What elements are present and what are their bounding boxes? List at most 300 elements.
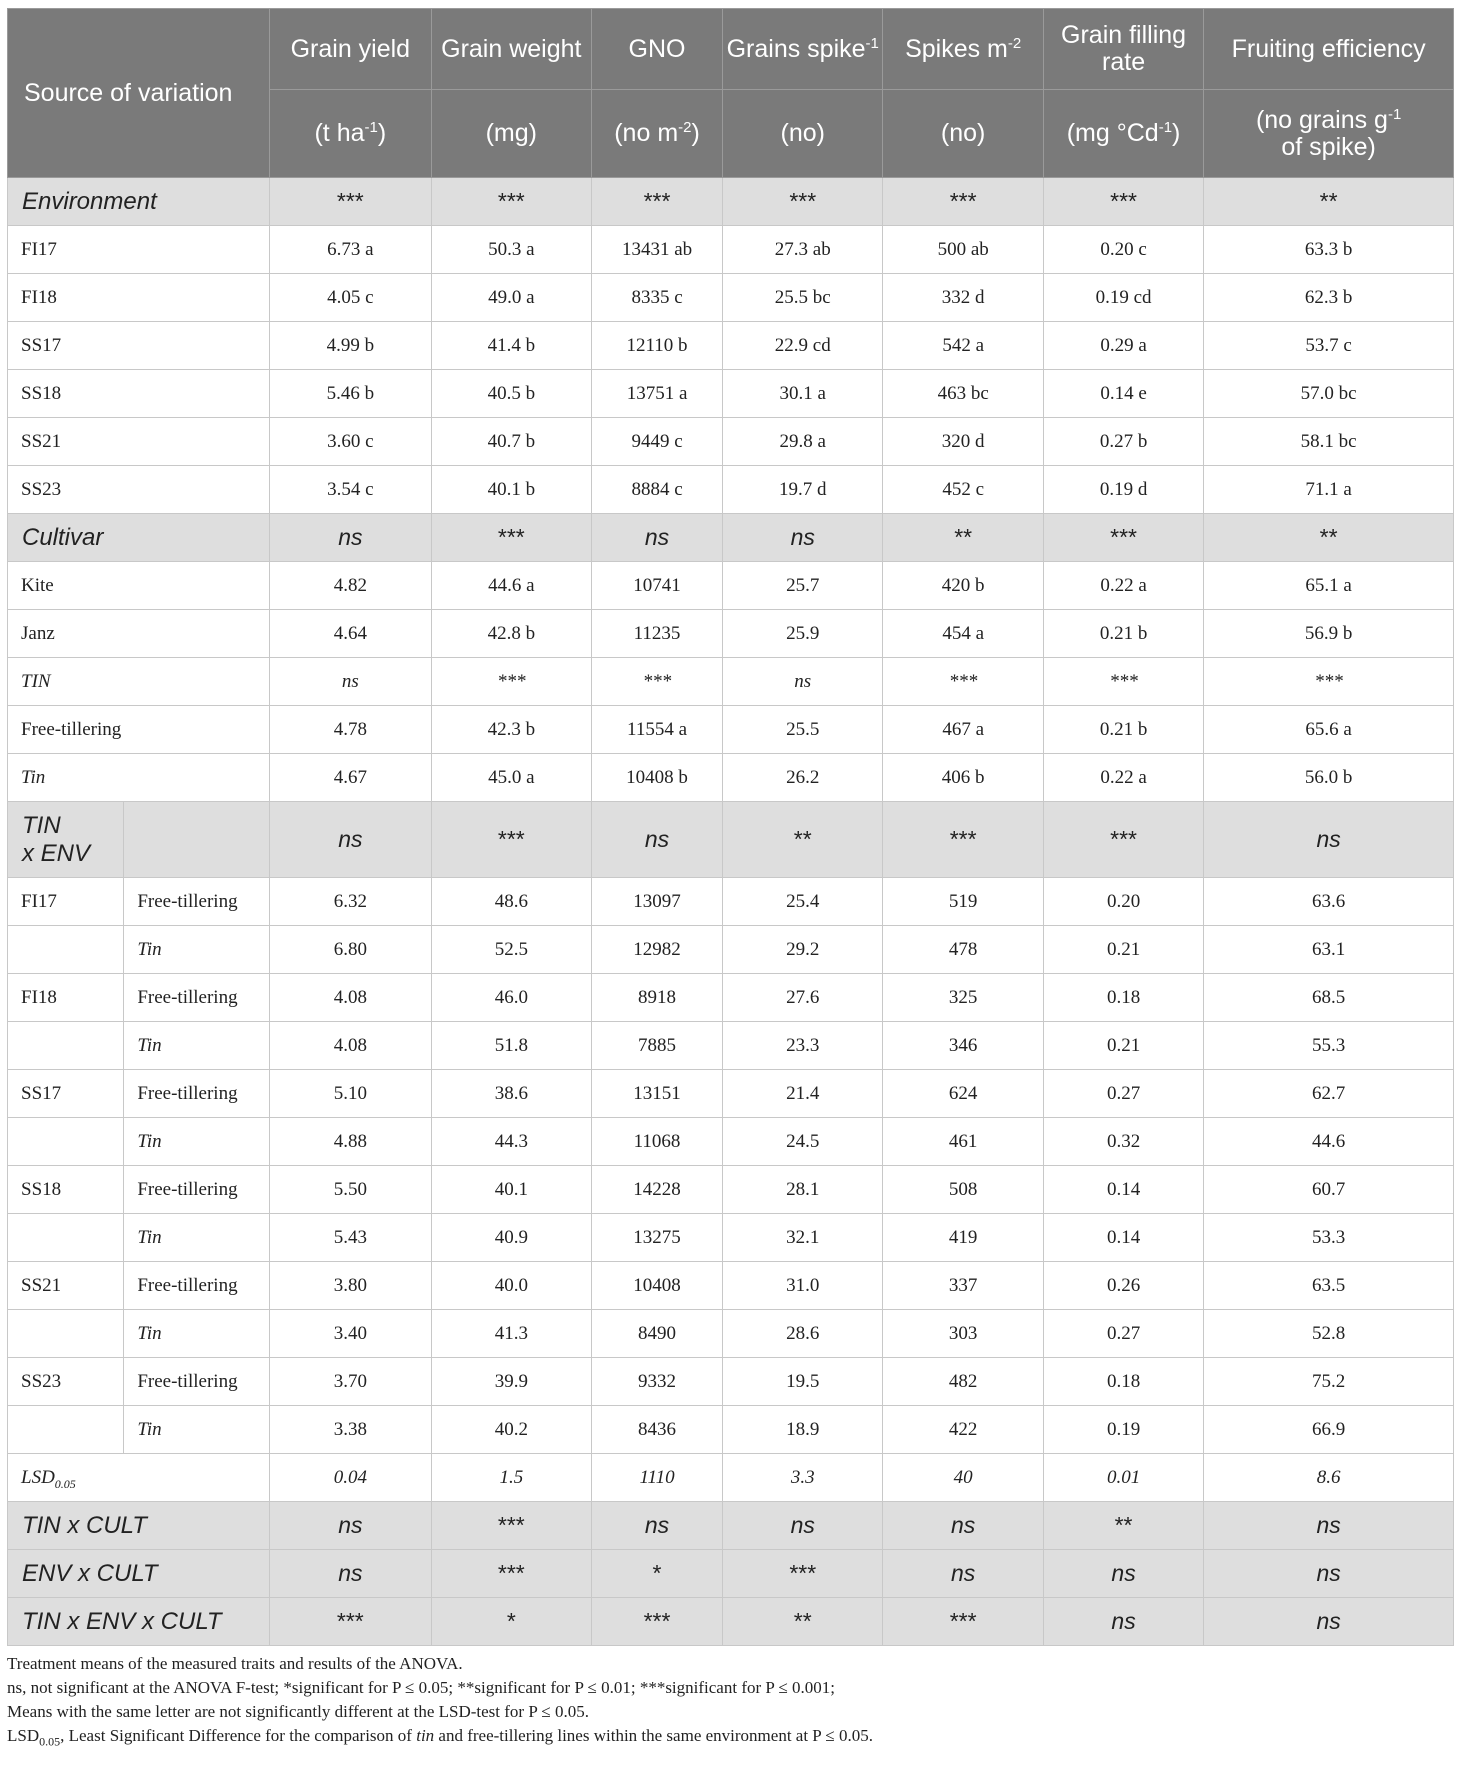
significance-cell: *** — [431, 1502, 591, 1550]
table-row — [8, 1022, 1454, 1070]
value-cell: 13097 — [592, 878, 723, 926]
row-label: TIN — [8, 658, 270, 706]
value-cell: 19.5 — [723, 1358, 883, 1406]
value-cell: 12982 — [592, 926, 723, 974]
value-cell: 11068 — [592, 1118, 723, 1166]
row-label: FI17 — [8, 226, 270, 274]
line-label: Tin — [124, 1310, 270, 1358]
value-cell: 14228 — [592, 1166, 723, 1214]
empty-cell — [8, 926, 124, 974]
section-label: ENV x CULT — [8, 1550, 270, 1598]
value-cell: 52.5 — [431, 926, 591, 974]
value-cell: 6.80 — [270, 926, 432, 974]
section-tin — [8, 658, 1454, 706]
value-cell: 19.7 d — [723, 466, 883, 514]
env-label: SS18 — [8, 1166, 124, 1214]
value-cell: 29.8 a — [723, 418, 883, 466]
value-cell: 21.4 — [723, 1070, 883, 1118]
value-cell: 40.0 — [431, 1262, 591, 1310]
value-cell: 500 ab — [883, 226, 1043, 274]
value-cell: 41.4 b — [431, 322, 591, 370]
value-cell: 5.43 — [270, 1214, 432, 1262]
significance-cell: ns — [1204, 1598, 1454, 1646]
significance-cell: *** — [883, 178, 1043, 226]
row-label: SS21 — [8, 418, 270, 466]
value-cell: 63.5 — [1204, 1262, 1454, 1310]
section-interaction — [8, 1502, 1454, 1550]
significance-cell: *** — [1043, 658, 1203, 706]
row-label: Janz — [8, 610, 270, 658]
value-cell: 0.14 — [1043, 1214, 1203, 1262]
value-cell: 4.78 — [270, 706, 432, 754]
value-cell: 75.2 — [1204, 1358, 1454, 1406]
row-label: Tin — [8, 754, 270, 802]
value-cell: 7885 — [592, 1022, 723, 1070]
value-cell: 63.6 — [1204, 878, 1454, 926]
significance-cell: *** — [1043, 178, 1203, 226]
table-row — [8, 926, 1454, 974]
table-row — [8, 1358, 1454, 1406]
table-footnotes — [7, 1652, 1454, 1748]
table-row — [8, 610, 1454, 658]
empty-cell — [8, 1022, 124, 1070]
significance-cell: ** — [1204, 178, 1454, 226]
value-cell: 31.0 — [723, 1262, 883, 1310]
value-cell: 332 d — [883, 274, 1043, 322]
line-label: Tin — [124, 1406, 270, 1454]
value-cell: 1110 — [592, 1454, 723, 1502]
lsd-row — [8, 1454, 1454, 1502]
significance-cell: *** — [883, 658, 1043, 706]
col-grain-filling-rate: Grain filling rate — [1043, 9, 1203, 90]
row-label: SS23 — [8, 466, 270, 514]
significance-cell: ns — [883, 1550, 1043, 1598]
value-cell: 3.40 — [270, 1310, 432, 1358]
value-cell: 68.5 — [1204, 974, 1454, 1022]
value-cell: 6.32 — [270, 878, 432, 926]
empty-cell — [8, 1310, 124, 1358]
value-cell: 8490 — [592, 1310, 723, 1358]
significance-cell: *** — [1043, 802, 1203, 878]
significance-cell: ns — [270, 802, 432, 878]
value-cell: 65.6 a — [1204, 706, 1454, 754]
table-row — [8, 1406, 1454, 1454]
empty-cell — [8, 1406, 124, 1454]
value-cell: 5.46 b — [270, 370, 432, 418]
value-cell: 0.27 — [1043, 1310, 1203, 1358]
significance-cell: ns — [270, 1550, 432, 1598]
table-row — [8, 322, 1454, 370]
value-cell: 53.7 c — [1204, 322, 1454, 370]
table-row — [8, 1118, 1454, 1166]
value-cell: 0.21 b — [1043, 706, 1203, 754]
value-cell: 325 — [883, 974, 1043, 1022]
significance-cell: *** — [431, 658, 591, 706]
table-row — [8, 418, 1454, 466]
table-row — [8, 974, 1454, 1022]
value-cell: 11554 a — [592, 706, 723, 754]
value-cell: 3.70 — [270, 1358, 432, 1406]
value-cell: 44.6 — [1204, 1118, 1454, 1166]
line-label: Tin — [124, 926, 270, 974]
value-cell: 624 — [883, 1070, 1043, 1118]
empty-cell — [8, 1214, 124, 1262]
unit-fruiting-efficiency: (no grains $g^{-1}$ of spike) — [1204, 90, 1454, 178]
value-cell: 71.1 a — [1204, 466, 1454, 514]
value-cell: 40 — [883, 1454, 1043, 1502]
lsd-label: $LSD_{0.05}$ — [8, 1454, 270, 1502]
table-row — [8, 1070, 1454, 1118]
value-cell: 5.50 — [270, 1166, 432, 1214]
value-cell: 3.38 — [270, 1406, 432, 1454]
env-label: SS23 — [8, 1358, 124, 1406]
value-cell: 0.22 a — [1043, 562, 1203, 610]
significance-cell: ** — [1204, 514, 1454, 562]
table-row — [8, 1166, 1454, 1214]
footnote-1: Treatment means of the measured traits and results of the ANOVA. — [7, 1654, 463, 1673]
value-cell: 10741 — [592, 562, 723, 610]
value-cell: 63.1 — [1204, 926, 1454, 974]
significance-cell: ** — [1043, 1502, 1203, 1550]
value-cell: 57.0 bc — [1204, 370, 1454, 418]
value-cell: 8884 c — [592, 466, 723, 514]
significance-cell: ns — [723, 658, 883, 706]
value-cell: 0.22 a — [1043, 754, 1203, 802]
value-cell: 45.0 a — [431, 754, 591, 802]
value-cell: 542 a — [883, 322, 1043, 370]
table-container — [7, 8, 1454, 1748]
value-cell: 39.9 — [431, 1358, 591, 1406]
significance-cell: *** — [270, 178, 432, 226]
value-cell: 40.7 b — [431, 418, 591, 466]
env-label: SS17 — [8, 1070, 124, 1118]
value-cell: 25.9 — [723, 610, 883, 658]
value-cell: 28.1 — [723, 1166, 883, 1214]
col-grains-spike: Grains spike$^{-1}$ — [723, 9, 883, 90]
significance-cell: ** — [883, 514, 1043, 562]
value-cell: 8436 — [592, 1406, 723, 1454]
value-cell: 0.21 — [1043, 1022, 1203, 1070]
value-cell: 3.54 c — [270, 466, 432, 514]
value-cell: 3.3 — [723, 1454, 883, 1502]
section-interaction — [8, 1550, 1454, 1598]
unit-grain-weight: (mg) — [431, 90, 591, 178]
section-label: Environment — [8, 178, 270, 226]
value-cell: 58.1 bc — [1204, 418, 1454, 466]
significance-cell: ** — [723, 802, 883, 878]
table-row — [8, 1262, 1454, 1310]
value-cell: 18.9 — [723, 1406, 883, 1454]
value-cell: 40.1 b — [431, 466, 591, 514]
line-label: Free-tillering — [124, 1262, 270, 1310]
value-cell: 422 — [883, 1406, 1043, 1454]
significance-cell: ns — [1204, 802, 1454, 878]
significance-cell: ns — [270, 658, 432, 706]
value-cell: 0.20 — [1043, 878, 1203, 926]
unit-spikes-m2: (no) — [883, 90, 1043, 178]
value-cell: 467 a — [883, 706, 1043, 754]
significance-cell: ns — [592, 1502, 723, 1550]
value-cell: 320 d — [883, 418, 1043, 466]
value-cell: 38.6 — [431, 1070, 591, 1118]
value-cell: 508 — [883, 1166, 1043, 1214]
value-cell: 0.26 — [1043, 1262, 1203, 1310]
value-cell: 8335 c — [592, 274, 723, 322]
value-cell: 50.3 a — [431, 226, 591, 274]
value-cell: 0.21 b — [1043, 610, 1203, 658]
value-cell: 25.7 — [723, 562, 883, 610]
table-row — [8, 706, 1454, 754]
value-cell: 3.60 c — [270, 418, 432, 466]
col-grain-yield: Grain yield — [270, 9, 432, 90]
section-label: TIN x CULT — [8, 1502, 270, 1550]
value-cell: 0.18 — [1043, 1358, 1203, 1406]
row-label: SS18 — [8, 370, 270, 418]
value-cell: 13275 — [592, 1214, 723, 1262]
value-cell: 452 c — [883, 466, 1043, 514]
col-fruiting-efficiency: Fruiting efficiency — [1204, 9, 1454, 90]
value-cell: 463 bc — [883, 370, 1043, 418]
significance-cell: ns — [723, 1502, 883, 1550]
col-grain-weight: Grain weight — [431, 9, 591, 90]
value-cell: 4.67 — [270, 754, 432, 802]
table-header — [8, 9, 1454, 178]
value-cell: 13431 ab — [592, 226, 723, 274]
value-cell: 0.21 — [1043, 926, 1203, 974]
value-cell: 4.88 — [270, 1118, 432, 1166]
significance-cell: *** — [883, 1598, 1043, 1646]
significance-cell: ns — [1043, 1598, 1203, 1646]
row-label: Free-tillering — [8, 706, 270, 754]
value-cell: 6.73 a — [270, 226, 432, 274]
significance-cell: ns — [592, 514, 723, 562]
significance-cell: *** — [431, 1550, 591, 1598]
value-cell: 40.9 — [431, 1214, 591, 1262]
value-cell: 12110 b — [592, 322, 723, 370]
value-cell: 66.9 — [1204, 1406, 1454, 1454]
value-cell: 461 — [883, 1118, 1043, 1166]
value-cell: 42.3 b — [431, 706, 591, 754]
value-cell: 23.3 — [723, 1022, 883, 1070]
source-of-variation-header: Source of variation — [8, 9, 270, 178]
value-cell: 0.01 — [1043, 1454, 1203, 1502]
value-cell: 48.6 — [431, 878, 591, 926]
footnote-4: $LSD_{0.05}$, Least Significant Difference for the comparison of tin and free-tillering lines within the same environment at P ≤ 0.05. — [7, 1726, 873, 1749]
table-body — [8, 178, 1454, 1646]
value-cell: 478 — [883, 926, 1043, 974]
value-cell: 29.2 — [723, 926, 883, 974]
unit-grain-filling-rate: (mg $^\circ Cd^{-1}$) — [1043, 90, 1203, 178]
value-cell: 44.3 — [431, 1118, 591, 1166]
value-cell: 40.1 — [431, 1166, 591, 1214]
col-spikes-m2: Spikes $m^{-2}$ — [883, 9, 1043, 90]
section-interaction — [8, 1598, 1454, 1646]
section-label: TIN x ENV x CULT — [8, 1598, 270, 1646]
significance-cell: *** — [723, 178, 883, 226]
value-cell: 420 b — [883, 562, 1043, 610]
row-label: FI18 — [8, 274, 270, 322]
value-cell: 406 b — [883, 754, 1043, 802]
value-cell: 62.7 — [1204, 1070, 1454, 1118]
footnote-3: Means with the same letter are not significantly different at the LSD-test for P ≤ 0.05. — [7, 1702, 589, 1721]
col-gno: GNO — [592, 9, 723, 90]
value-cell: 44.6 a — [431, 562, 591, 610]
anova-table — [7, 8, 1454, 1646]
value-cell: 4.08 — [270, 974, 432, 1022]
section-tin-x-env — [8, 802, 1454, 878]
value-cell: 52.8 — [1204, 1310, 1454, 1358]
unit-grains-spike: (no) — [723, 90, 883, 178]
section-environment — [8, 178, 1454, 226]
line-label: Tin — [124, 1022, 270, 1070]
table-row — [8, 1310, 1454, 1358]
table-row — [8, 274, 1454, 322]
value-cell: 0.27 b — [1043, 418, 1203, 466]
value-cell: 0.04 — [270, 1454, 432, 1502]
value-cell: 4.82 — [270, 562, 432, 610]
value-cell: 49.0 a — [431, 274, 591, 322]
value-cell: 40.5 b — [431, 370, 591, 418]
value-cell: 0.19 d — [1043, 466, 1203, 514]
value-cell: 337 — [883, 1262, 1043, 1310]
value-cell: 62.3 b — [1204, 274, 1454, 322]
value-cell: 63.3 b — [1204, 226, 1454, 274]
line-label: Free-tillering — [124, 1070, 270, 1118]
section-label: TIN x ENV — [8, 802, 124, 878]
value-cell: 27.3 ab — [723, 226, 883, 274]
value-cell: 55.3 — [1204, 1022, 1454, 1070]
value-cell: 0.14 — [1043, 1166, 1203, 1214]
table-row — [8, 466, 1454, 514]
significance-cell: *** — [883, 802, 1043, 878]
value-cell: 10408 b — [592, 754, 723, 802]
value-cell: 11235 — [592, 610, 723, 658]
significance-cell: ns — [1204, 1550, 1454, 1598]
value-cell: 13751 a — [592, 370, 723, 418]
value-cell: 42.8 b — [431, 610, 591, 658]
significance-cell: ns — [883, 1502, 1043, 1550]
value-cell: 346 — [883, 1022, 1043, 1070]
value-cell: 46.0 — [431, 974, 591, 1022]
value-cell: 8.6 — [1204, 1454, 1454, 1502]
value-cell: 0.19 — [1043, 1406, 1203, 1454]
env-label: FI18 — [8, 974, 124, 1022]
section-label: Cultivar — [8, 514, 270, 562]
significance-cell: *** — [431, 514, 591, 562]
value-cell: 53.3 — [1204, 1214, 1454, 1262]
table-row — [8, 878, 1454, 926]
value-cell: 30.1 a — [723, 370, 883, 418]
significance-cell: *** — [723, 1550, 883, 1598]
value-cell: 25.4 — [723, 878, 883, 926]
significance-cell: ns — [1204, 1502, 1454, 1550]
value-cell: 60.7 — [1204, 1166, 1454, 1214]
significance-cell: *** — [592, 178, 723, 226]
value-cell: 419 — [883, 1214, 1043, 1262]
env-label: SS21 — [8, 1262, 124, 1310]
value-cell: 56.0 b — [1204, 754, 1454, 802]
value-cell: 9449 c — [592, 418, 723, 466]
value-cell: 28.6 — [723, 1310, 883, 1358]
value-cell: 40.2 — [431, 1406, 591, 1454]
significance-cell: *** — [592, 1598, 723, 1646]
value-cell: 56.9 b — [1204, 610, 1454, 658]
unit-grain-yield: (t $ha^{-1}$) — [270, 90, 432, 178]
line-label: Free-tillering — [124, 878, 270, 926]
significance-cell: *** — [1204, 658, 1454, 706]
significance-cell: * — [592, 1550, 723, 1598]
row-label: SS17 — [8, 322, 270, 370]
value-cell: 5.10 — [270, 1070, 432, 1118]
value-cell: 51.8 — [431, 1022, 591, 1070]
value-cell: 25.5 — [723, 706, 883, 754]
value-cell: 0.19 cd — [1043, 274, 1203, 322]
value-cell: 454 a — [883, 610, 1043, 658]
significance-cell: *** — [592, 658, 723, 706]
line-label: Free-tillering — [124, 974, 270, 1022]
significance-cell: ns — [270, 1502, 432, 1550]
table-row — [8, 562, 1454, 610]
value-cell: 4.99 b — [270, 322, 432, 370]
value-cell: 0.32 — [1043, 1118, 1203, 1166]
significance-cell: ns — [1043, 1550, 1203, 1598]
value-cell: 4.64 — [270, 610, 432, 658]
footnote-2: ns, not significant at the ANOVA F-test; *significant for P ≤ 0.05; **significant for P ≤ 0.01; ***significant for P ≤ 0.001; — [7, 1678, 836, 1697]
significance-cell: *** — [431, 178, 591, 226]
significance-cell: *** — [1043, 514, 1203, 562]
table-row — [8, 370, 1454, 418]
value-cell: 1.5 — [431, 1454, 591, 1502]
table-row — [8, 1214, 1454, 1262]
significance-cell: *** — [270, 1598, 432, 1646]
significance-cell: *** — [431, 802, 591, 878]
table-row — [8, 754, 1454, 802]
value-cell: 519 — [883, 878, 1043, 926]
value-cell: 3.80 — [270, 1262, 432, 1310]
value-cell: 303 — [883, 1310, 1043, 1358]
line-label: Tin — [124, 1214, 270, 1262]
value-cell: 0.29 a — [1043, 322, 1203, 370]
unit-gno: (no $m^{-2}$) — [592, 90, 723, 178]
line-label: Free-tillering — [124, 1166, 270, 1214]
value-cell: 24.5 — [723, 1118, 883, 1166]
value-cell: 0.20 c — [1043, 226, 1203, 274]
value-cell: 0.27 — [1043, 1070, 1203, 1118]
value-cell: 0.14 e — [1043, 370, 1203, 418]
value-cell: 482 — [883, 1358, 1043, 1406]
table-row — [8, 226, 1454, 274]
value-cell: 27.6 — [723, 974, 883, 1022]
significance-cell: ** — [723, 1598, 883, 1646]
value-cell: 41.3 — [431, 1310, 591, 1358]
section-cultivar — [8, 514, 1454, 562]
value-cell: 4.05 c — [270, 274, 432, 322]
value-cell: 22.9 cd — [723, 322, 883, 370]
value-cell: 0.18 — [1043, 974, 1203, 1022]
significance-cell: ns — [723, 514, 883, 562]
env-label: FI17 — [8, 878, 124, 926]
value-cell: 13151 — [592, 1070, 723, 1118]
empty-cell — [124, 802, 270, 878]
value-cell: 4.08 — [270, 1022, 432, 1070]
value-cell: 9332 — [592, 1358, 723, 1406]
row-label: Kite — [8, 562, 270, 610]
line-label: Free-tillering — [124, 1358, 270, 1406]
value-cell: 25.5 bc — [723, 274, 883, 322]
significance-cell: ns — [592, 802, 723, 878]
value-cell: 10408 — [592, 1262, 723, 1310]
significance-cell: * — [431, 1598, 591, 1646]
